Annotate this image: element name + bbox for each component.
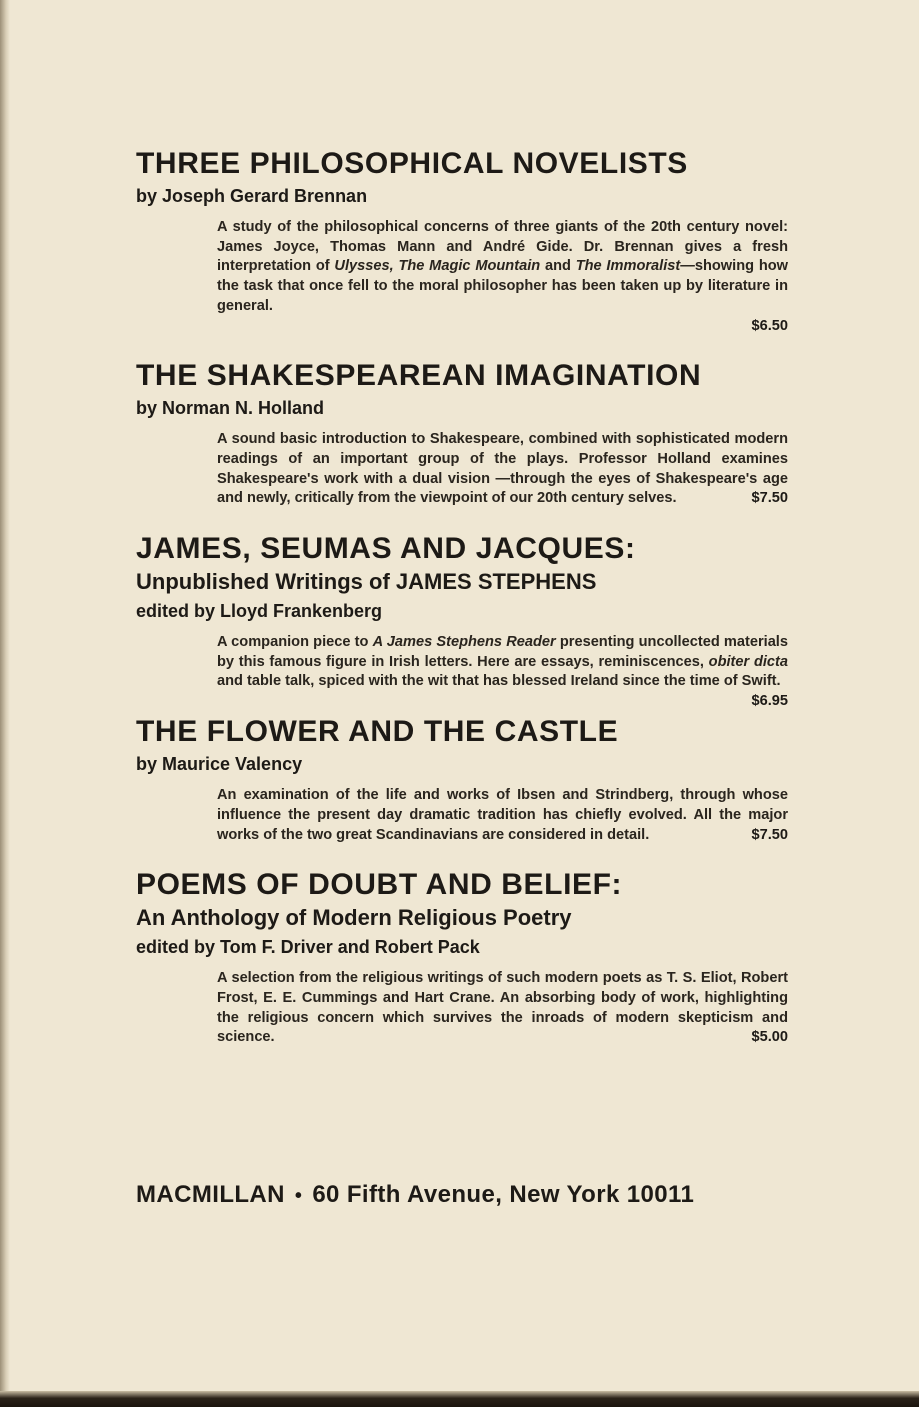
book-price: $6.50: [751, 317, 788, 334]
book-title: POEMS OF DOUBT AND BELIEF:: [136, 868, 623, 902]
book-author: by Norman N. Holland: [136, 398, 325, 419]
page-bottom-edge: [0, 1391, 919, 1407]
book-entry: [136, 531, 789, 710]
book-title: THE FLOWER AND THE CASTLE: [136, 715, 619, 749]
book-author: by Joseph Gerard Brennan: [136, 186, 368, 206]
book-price: $6.95: [751, 693, 788, 710]
book-entry: [136, 146, 788, 336]
book-list: [136, 146, 788, 1070]
book-price: $7.50: [751, 490, 788, 507]
book-subtitle: Unpublished Writings of JAMES STEPHENS: [136, 569, 597, 595]
book-price: $7.50: [751, 826, 788, 843]
book-description: A selection from the religious writings of such modern poets as T. S. Eliot, Robert Frost, E. E. Cummings and Hart Crane. An absorbing body of work, highlighting the religious concern which survives the inroads of modern skepticism and science. $5.00: [217, 969, 788, 1048]
bullet-separator: •: [294, 1185, 303, 1207]
book-author: edited by Tom F. Driver and Robert Pack: [136, 937, 480, 958]
publisher-name: MACMILLAN: [136, 1181, 285, 1208]
publisher-address: 60 Fifth Avenue, New York 10011: [312, 1181, 695, 1208]
page-edge-shadow: [0, 0, 10, 1407]
book-description: A study of the philosophical concerns of three giants of the 20th century novel: James Joyce, Thomas Mann and André Gide. Dr. Brennan gives a fresh interpretation of Ulysses, The Magic Mountain and The Immoralist—showing how the task that once fell to the moral philosopher has been taken up by literature in general. $6.50: [217, 218, 788, 336]
book-description: A companion piece to A James Stephens Reader presenting uncollected materials by this famous figure in Irish letters. Here are essays, reminiscences, obiter dicta and table talk, spiced with the wit that has blessed Ireland since the time of Swift. $6.95: [217, 633, 788, 692]
book-title: THE SHAKESPEAREAN IMAGINATION: [136, 359, 702, 393]
book-title: JAMES, SEUMAS AND JACQUES:: [136, 532, 636, 566]
book-author: by Maurice Valency: [136, 754, 303, 775]
book-title: THREE PHILOSOPHICAL NOVELISTS: [136, 147, 688, 180]
book-author: edited by Lloyd Frankenberg: [136, 601, 383, 622]
book-description: A sound basic introduction to Shakespeare, combined with sophisticated modern readings of an important group of the plays. Professor Holland examines Shakespeare's work with a dual vision —through the eyes of Shakespeare's age and newly, critically from the viewpoint of our 20th century selves. $7.50: [217, 430, 788, 509]
book-subtitle: An Anthology of Modern Religious Poetry: [136, 905, 572, 931]
publisher-footer: [136, 1181, 788, 1209]
book-entry: [136, 867, 788, 1048]
book-description: An examination of the life and works of Ibsen and Strindberg, through whose influence the present day dramatic tradition has chiefly evolved. All the major works of the two great Scandinavians are considered in detail. $7.50: [217, 786, 788, 845]
book-entry: [136, 714, 788, 845]
book-price: $5.00: [751, 1029, 788, 1046]
book-entry: [136, 358, 788, 509]
